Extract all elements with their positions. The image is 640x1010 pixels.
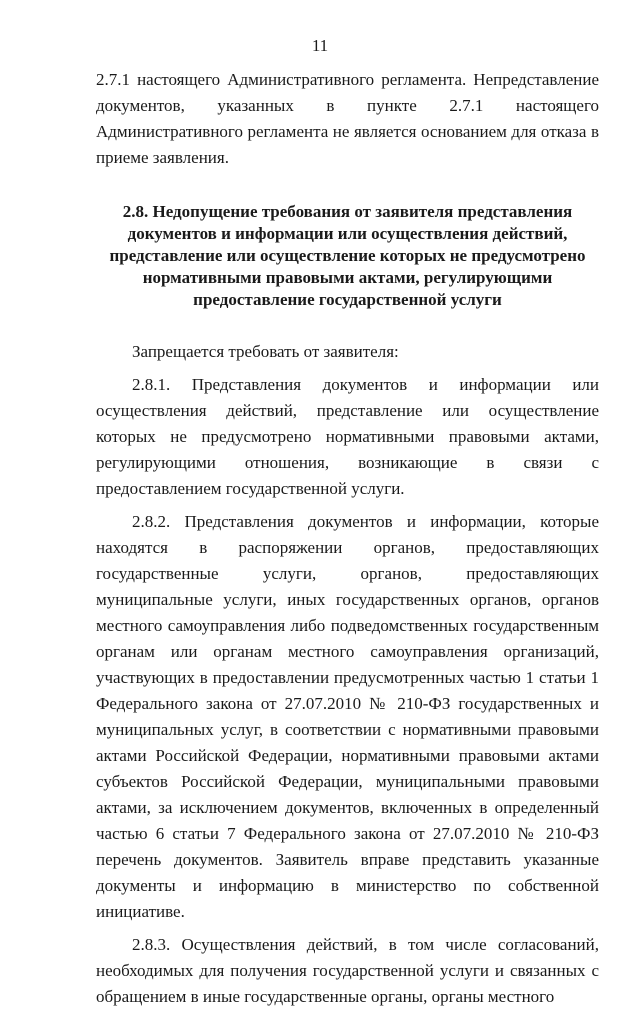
paragraph-2-8-3: 2.8.3. Осуществления действий, в том числе согласований, необходимых для получения государственной услуги и связанных с обращением в иные государственные органы, органы местного xyxy=(96,935,599,1006)
intro-paragraph: 2.7.1 настоящего Административного регламента. Непредставление документов, указанных в пункте 2.7.1 настоящего Административного регламента не является основанием для отказа в приеме заявления. xyxy=(96,70,599,167)
paragraph-2-8-2: 2.8.2. Представления документов и информации, которые находятся в распоряжении органов, предоставляющих государственные услуги, органов, предоставляющих муниципальные услуги, иных государственных органов, органов местного самоуправления либо подведомственных государственным органам или органам местного самоуправления организаций, участвующих в предоставлении предусмотренных частью 1 статьи 1 Федерального закона от 27.07.2010 № 210-ФЗ государственных и муниципальных услуг, в соответствии с нормативными правовыми актами Российской Федерации, нормативными правовыми актами субъектов Российской Федерации, муниципальными правовыми актами, за исключением документов, включенных в определенный частью 6 статьи 7 Федерального закона от 27.07.2010 № 210-ФЗ перечень документов. Заявитель вправе представить указанные документы и информацию в министерство по собственной инициативе. xyxy=(96,512,599,921)
paragraph-2-8-1: 2.8.1. Представления документов и информации или осуществления действий, представление или осуществление которых не предусмотрено нормативными правовыми актами, регулирующими отношения, возникающие в связи с предоставлением государственной услуги. xyxy=(96,375,599,498)
section-heading: 2.8. Недопущение требования от заявителя представления документов и информации или осуществления действий, представление или осуществление которых не предусмотрено нормативными правовыми актами, регулирующими предоставление государственной услуги xyxy=(109,202,586,309)
document-body xyxy=(96,67,599,1010)
section-lead: Запрещается требовать от заявителя: xyxy=(132,342,399,361)
page-number: 11 xyxy=(311,36,329,55)
